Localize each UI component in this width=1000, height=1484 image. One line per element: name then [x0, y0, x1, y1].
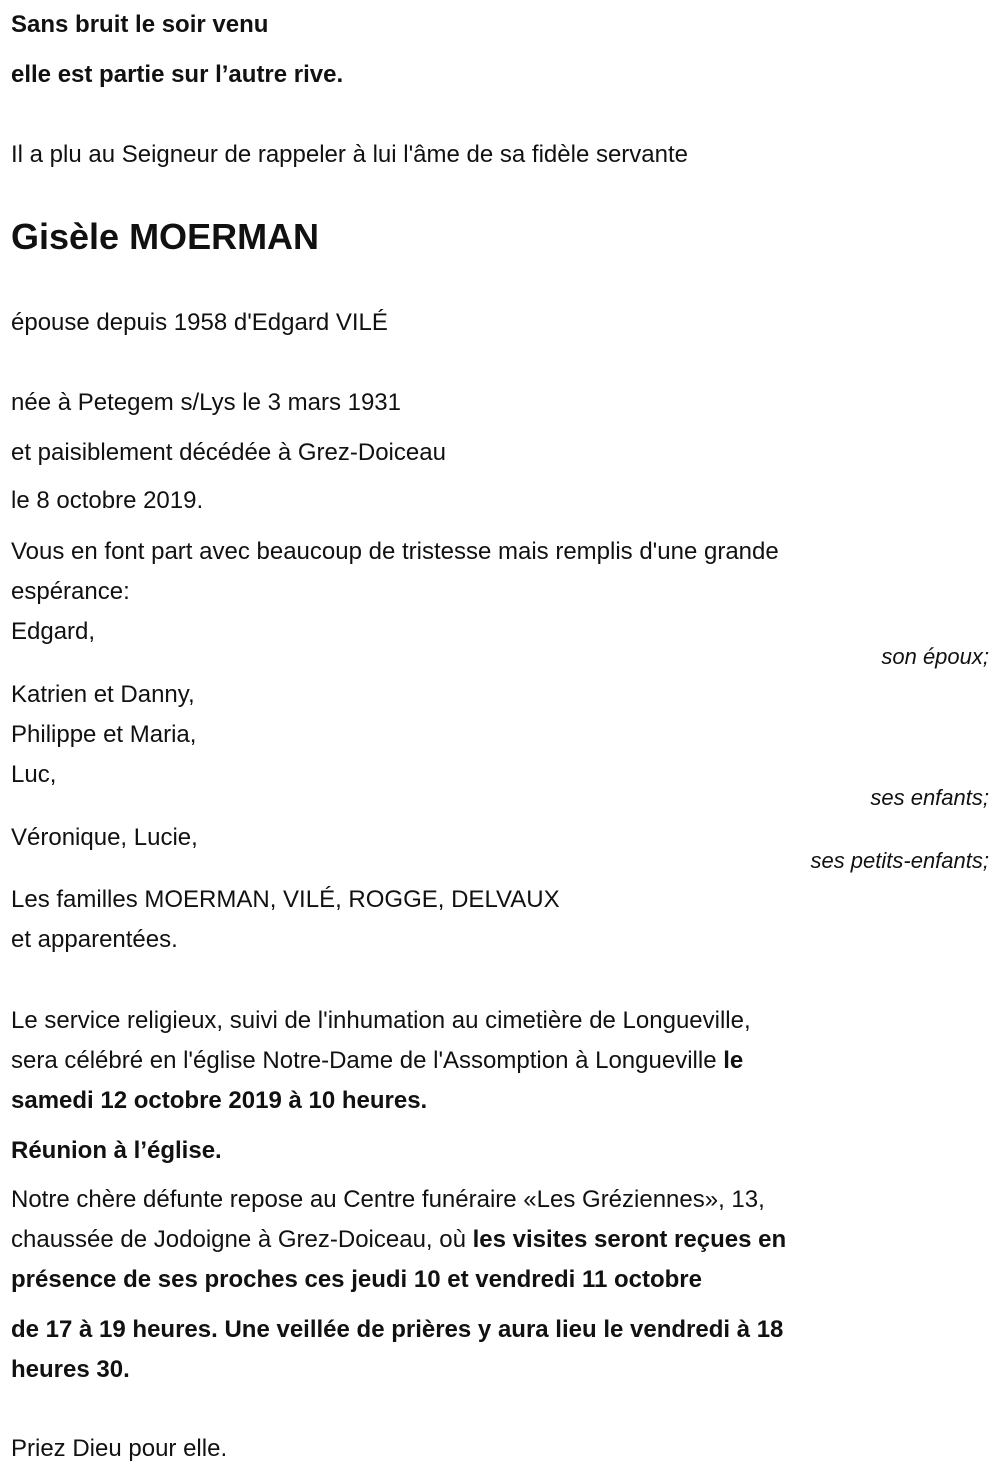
deceased-name: Gisèle MOERMAN — [11, 216, 320, 257]
service-line-2-bold: le — [723, 1047, 744, 1074]
family-families-2: et apparentées. — [11, 926, 178, 953]
meeting-text: Réunion à l’église. — [11, 1137, 222, 1164]
service-line-1: Le service religieux, suivi de l'inhumation au cimetière de Longueville, — [11, 1007, 751, 1034]
intro-text: Il a plu au Seigneur de rappeler à lui l'âme de sa fidèle servante — [11, 141, 689, 168]
spouse-line: épouse depuis 1958 d'Edgard VILÉ — [11, 309, 388, 336]
closing-text: Priez Dieu pour elle. — [11, 1435, 228, 1462]
family-grandchildren-role: ses petits-enfants; — [810, 848, 989, 873]
service-line-2 — [11, 1047, 743, 1075]
visits-line-2 — [11, 1226, 786, 1254]
death-line-2: le 8 octobre 2019. — [11, 487, 204, 514]
epigraph-line-2: elle est partie sur l’autre rive. — [11, 61, 344, 88]
visits-line-4: de 17 à 19 heures. Une veillée de prières y aura lieu le vendredi à 18 — [11, 1316, 784, 1343]
service-line-2-text: sera célébré en l'église Notre-Dame de l'Assomption à Longueville — [11, 1047, 724, 1074]
service-date: samedi 12 octobre 2019 à 10 heures. — [11, 1087, 428, 1114]
family-families-1: Les familles MOERMAN, VILÉ, ROGGE, DELVAUX — [11, 886, 560, 913]
visits-line-1: Notre chère défunte repose au Centre funéraire «Les Gréziennes», 13, — [11, 1186, 765, 1213]
visits-line-2-text: chaussée de Jodoigne à Grez-Doiceau, où — [11, 1226, 473, 1253]
family-child: Luc, — [11, 761, 57, 788]
announce-line-1: Vous en font part avec beaucoup de tristesse mais remplis d'une grande — [11, 538, 779, 565]
visits-line-3: présence de ses proches ces jeudi 10 et vendredi 11 octobre — [11, 1266, 702, 1293]
family-child: Philippe et Maria, — [11, 721, 197, 748]
visits-line-2-bold: les visites seront reçues en — [472, 1226, 787, 1253]
visits-line-5: heures 30. — [11, 1356, 130, 1383]
birth-line: née à Petegem s/Lys le 3 mars 1931 — [11, 389, 401, 416]
family-spouse: Edgard, — [11, 618, 96, 645]
announce-line-2: espérance: — [11, 578, 130, 605]
epigraph-line-1: Sans bruit le soir venu — [11, 11, 269, 38]
death-line-1: et paisiblement décédée à Grez-Doiceau — [11, 439, 446, 466]
family-spouse-role: son époux; — [881, 644, 989, 669]
family-child: Katrien et Danny, — [11, 681, 195, 708]
family-grandchildren: Véronique, Lucie, — [11, 824, 198, 851]
family-children-role: ses enfants; — [870, 785, 989, 810]
